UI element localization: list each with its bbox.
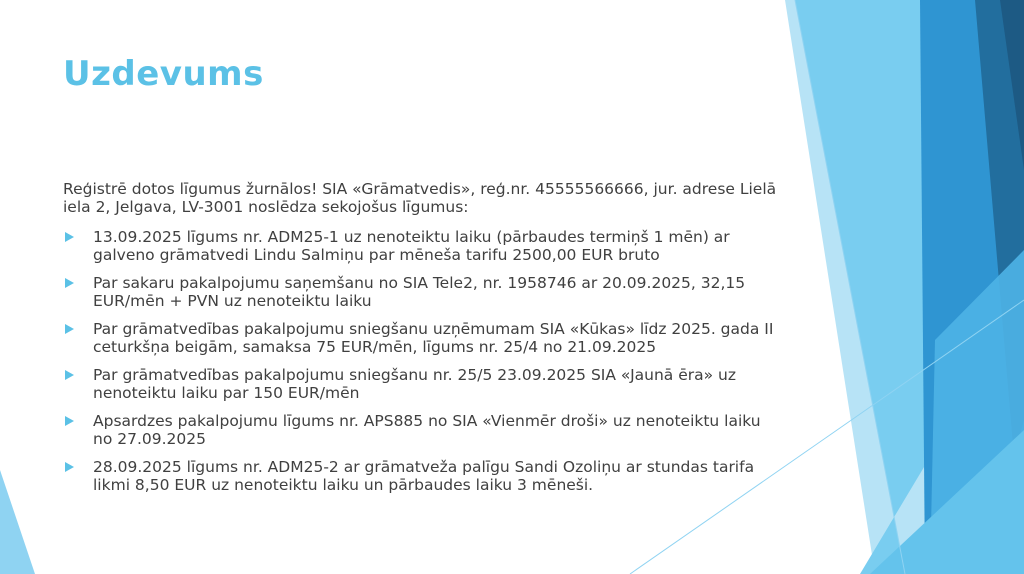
list-item <box>63 228 783 264</box>
list-item <box>63 366 783 402</box>
list-item <box>63 274 783 310</box>
triangle-bullet-icon <box>65 370 74 380</box>
triangle-bullet-icon <box>65 278 74 288</box>
list-item-text: Par sakaru pakalpojumu saņemšanu no SIA Tele2, nr. 1958746 ar 20.09.2025, 32,15 EUR/mēn + PVN uz nenoteiktu laiku <box>93 274 746 310</box>
list-item-text: Apsardzes pakalpojumu līgums nr. APS885 no SIA «Vienmēr droši» uz nenoteiktu laiku no 27.09.2025 <box>93 412 761 448</box>
intro-text: Reģistrē dotos līgumus žurnālos! SIA «Grāmatvedis», reģ.nr. 45555566666, jur. adrese Lielā iela 2, Jelgava, LV-3001 noslēdza sekojošus līgumus: <box>63 180 777 216</box>
list-item-text: 13.09.2025 līgums nr. ADM25-1 uz nenoteiktu laiku (pārbaudes termiņš 1 mēn) ar galveno grāmatvedi Lindu Salmiņu par mēneša tarifu 2500,00 EUR bruto <box>93 228 730 264</box>
triangle-bullet-icon <box>65 462 74 472</box>
list-item <box>63 320 783 356</box>
left-accent-shape <box>0 470 35 574</box>
list-item <box>63 412 783 448</box>
triangle-bullet-icon <box>65 416 74 426</box>
slide-title: Uzdevums <box>63 54 264 94</box>
list-item <box>63 458 783 494</box>
list-item-text: 28.09.2025 līgums nr. ADM25-2 ar grāmatveža palīgu Sandi Ozoliņu ar stundas tarifa likmi 8,50 EUR uz nenoteiktu laiku un pārbaudes laiku 3 mēneši. <box>93 458 755 494</box>
list-item-text: Par grāmatvedības pakalpojumu sniegšanu nr. 25/5 23.09.2025 SIA «Jaunā ēra» uz nenoteiktu laiku par 150 EUR/mēn <box>93 366 737 402</box>
triangle-bullet-icon <box>65 324 74 334</box>
list-item-text: Par grāmatvedības pakalpojumu sniegšanu uzņēmumam SIA «Kūkas» līdz 2025. gada II ceturkšņa beigām, samaksa 75 EUR/mēn, līgums nr. 25/4 no 21.09.2025 <box>93 320 774 356</box>
slide-body <box>63 180 783 504</box>
triangle-bullet-icon <box>65 232 74 242</box>
contract-list <box>63 228 783 494</box>
